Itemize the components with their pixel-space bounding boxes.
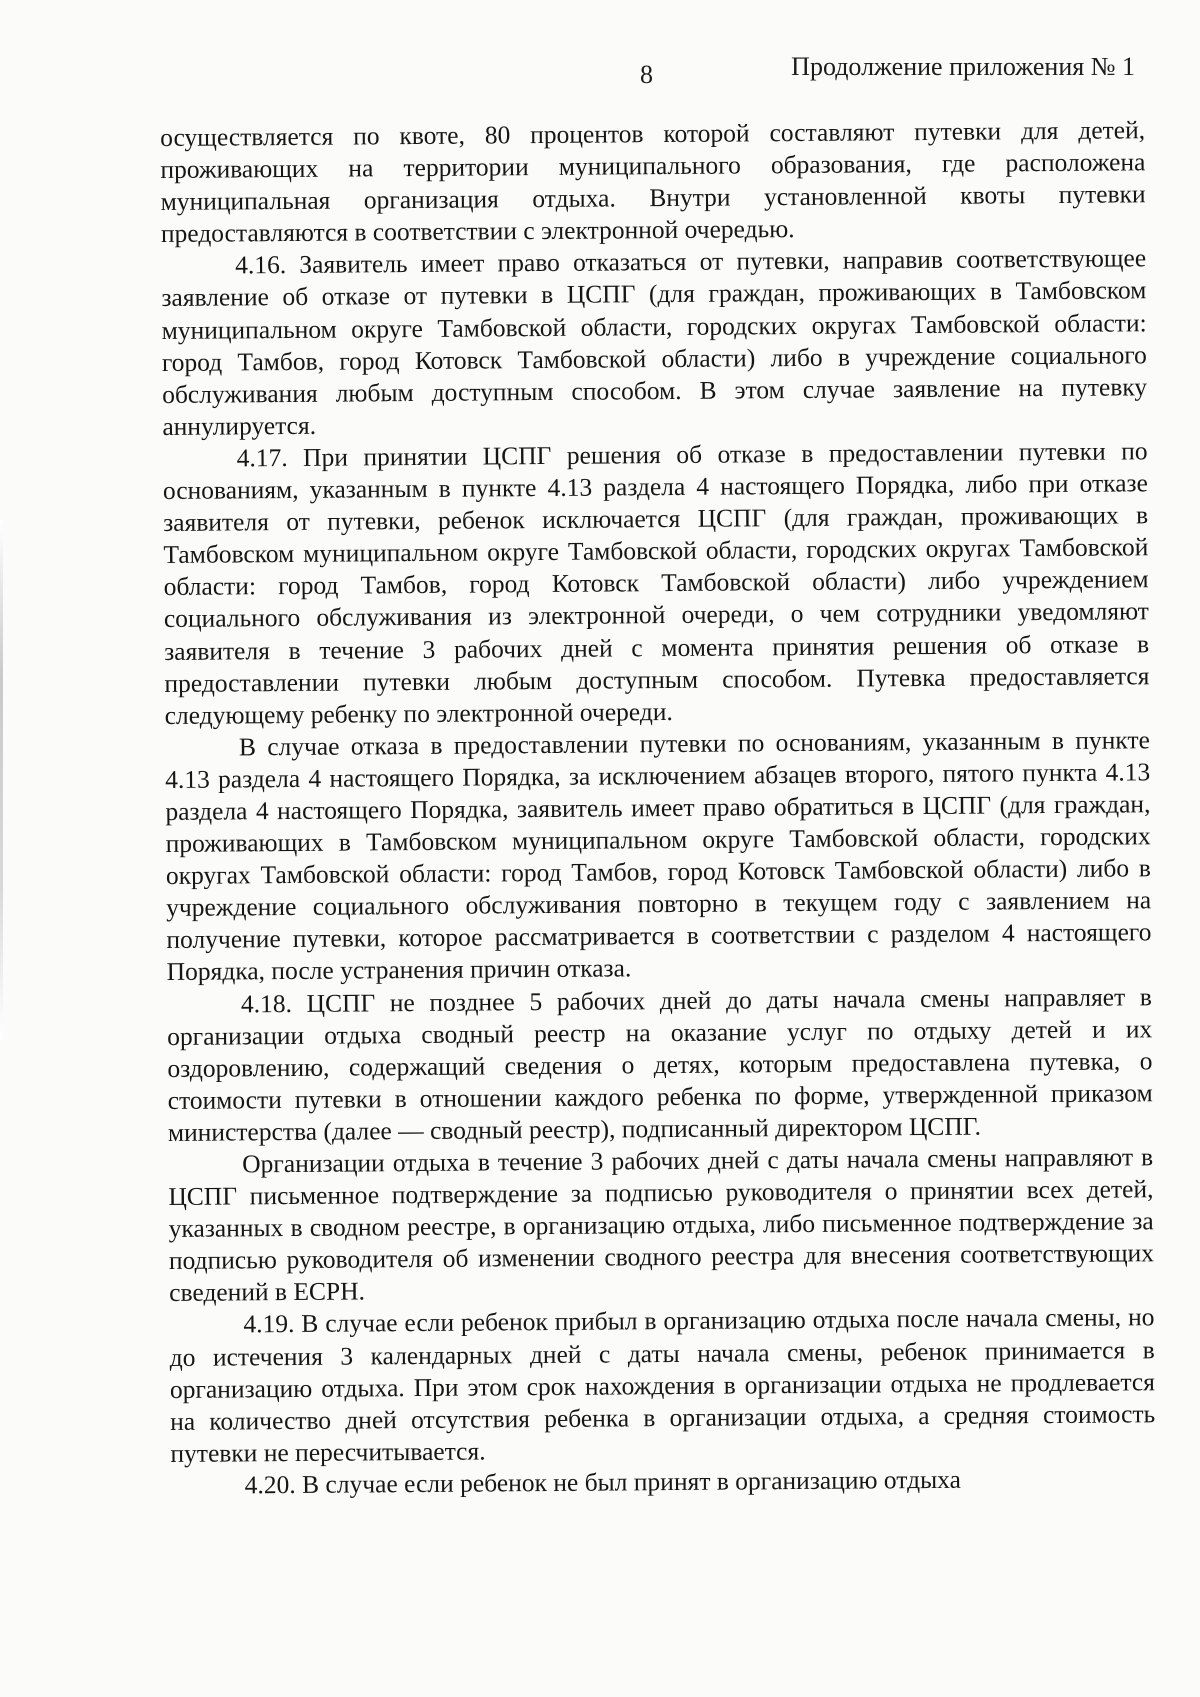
paragraph-refusal-reapply: В случае отказа в предоставлении путевки по основаниям, указанным в пункте 4.13 раздела 4 настоящего Порядка, за исключением абзацев второго, пятого пункта 4.13 раздела 4 настоящего Порядка, заявитель имеет право обратиться в ЦСПГ (для граждан, проживающих в Тамбовском муниципальном округе Тамбовской области, городских округах Тамбовской области: город Тамбов, город Котовск Тамбовской области) либо в учреждение социального обслуживания повторно в текущем году с заявлением на получение путевки, которое рассматривается в соответствии с разделом 4 настоящего Порядка, после устранения причин отказа. bbox=[165, 725, 1152, 987]
paragraph-4-16: 4.16. Заявитель имеет право отказаться от путевки, направив соответствующее заявление об отказе от путевки в ЦСПГ (для граждан, проживающих в Тамбовском муниципальном округе Тамбовской области, городских округах Тамбовской области: город Тамбов, город Котовск Тамбовской области) либо в учреждение социального обслуживания любым доступным способом. В этом случае заявление на путевку аннулируется. bbox=[161, 243, 1148, 441]
paragraph-quota-continuation: осуществляется по квоте, 80 процентов которой составляют путевки для детей, проживающих на территории муниципального образования, где расположена муниципальная организация отдыха. Внутри установленной квоты путевки предоставляются в соответствии с электронной очередью. bbox=[160, 115, 1146, 249]
appendix-continuation-note: Продолжение приложения № 1 bbox=[791, 52, 1135, 81]
page-header bbox=[160, 52, 1135, 92]
page-number: 8 bbox=[640, 60, 653, 89]
scan-edge-shadow bbox=[0, 520, 3, 1040]
paragraph-4-17: 4.17. При принятии ЦСПГ решения об отказе в предоставлении путевки по основаниям, указанным в пункте 4.13 раздела 4 настоящего Порядка, либо при отказе заявителя от путевки, ребенок исключается ЦСПГ (для граждан, проживающих в Тамбовском муниципальном округе Тамбовской области, городских округах Тамбовской области: город Тамбов, город Котовск Тамбовской области) либо учреждением социального обслуживания из электронной очереди, о чем сотрудники уведомляют заявителя в течение 3 рабочих дней с момента принятия решения об отказе в предоставлении путевки любым доступным способом. Путевка предоставляется следующему ребенку по электронной очереди. bbox=[162, 436, 1150, 730]
document-body bbox=[160, 114, 1156, 1502]
paragraph-confirmation: Организации отдыха в течение 3 рабочих дней с даты начала смены направляют в ЦСПГ письменное подтверждение за подписью руководителя о принятии всех детей, указанных в сводном реестре, в организацию отдыха, либо письменное подтверждение за подписью руководителя об изменении сводного реестра для внесения соответствующих сведений в ЕСРН. bbox=[168, 1142, 1155, 1308]
paragraph-4-19: 4.19. В случае если ребенок прибыл в организацию отдыха после начала смены, но до истечения 3 календарных дней с даты начала смены, ребенок принимается в организацию отдыха. При этом срок нахождения в организации отдыха не продлевается на количество дней отсутствия ребенка в организации отдыха, а средняя стоимость путевки не пересчитывается. bbox=[169, 1302, 1156, 1468]
paragraph-4-18: 4.18. ЦСПГ не позднее 5 рабочих дней до даты начала смены направляет в организации отдыха сводный реестр на оказание услуг по отдыху детей и их оздоровлению, содержащий сведения о детях, которым предоставлена путевка, о стоимости путевки в отношении каждого ребенка по форме, утвержденной приказом министерства (далее — сводный реестр), подписанный директором ЦСПГ. bbox=[167, 981, 1153, 1147]
paragraph-4-20: 4.20. В случае если ребенок не был принят в организацию отдыха bbox=[244, 1464, 962, 1500]
